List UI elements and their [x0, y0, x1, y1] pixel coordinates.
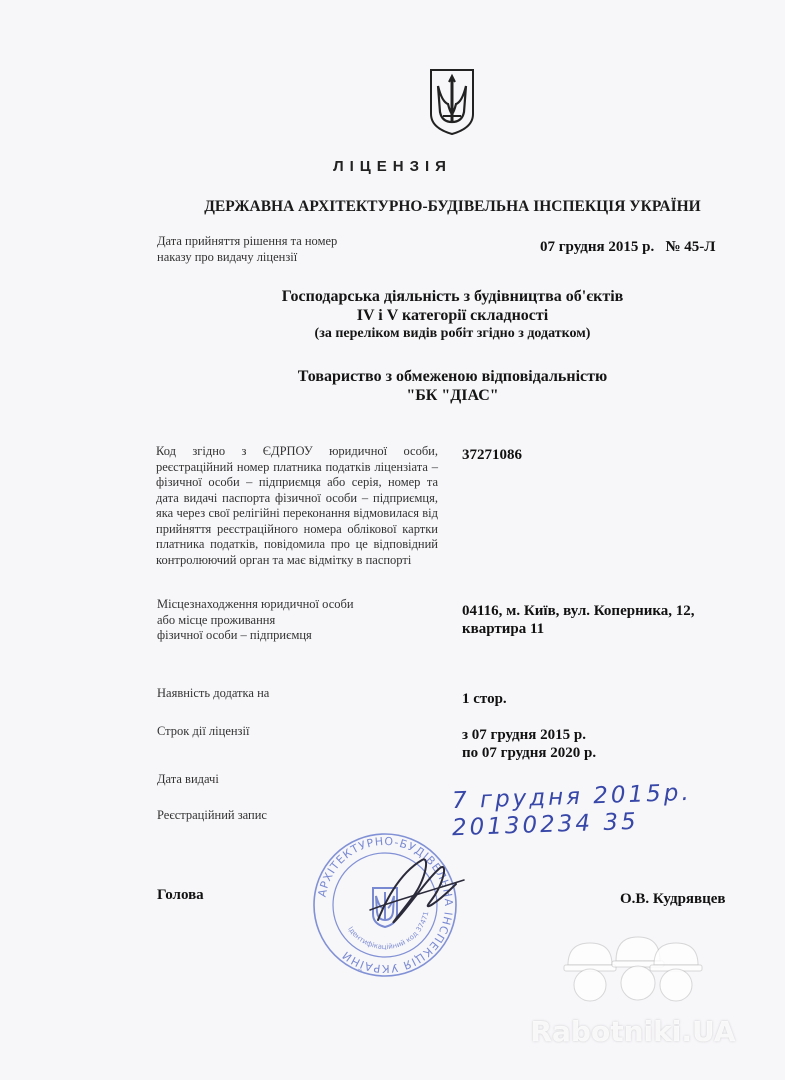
- registry-label: Реєстраційний запис: [157, 808, 267, 822]
- decision-label: Дата прийняття рішення та номер наказу про видачу ліцензії: [157, 234, 338, 264]
- decision-value: 07 грудня 2015 р. № 45-Л: [540, 239, 716, 255]
- svg-text:АРХІТЕКТУРНО-БУДІВЕЛЬНА ІНСПЕК: АРХІТЕКТУРНО-БУДІВЕЛЬНА ІНСПЕКЦІЯ УКРАЇНИ: [315, 834, 456, 976]
- edrpou-value: 37271086: [462, 447, 522, 463]
- registry-handwritten: 20130234 35: [451, 808, 640, 842]
- workers-helmets-icon: [558, 925, 708, 1010]
- issuing-authority: ДЕРЖАВНА АРХІТЕКТУРНО-БУДІВЕЛЬНА ІНСПЕКЦІЯ УКРАЇНИ: [204, 198, 701, 215]
- appendix-label: Наявність додатка на: [157, 686, 270, 700]
- watermark: [508, 925, 758, 1055]
- term-value: з 07 грудня 2015 р. по 07 грудня 2020 р.: [462, 727, 597, 761]
- watermark-text: Rabotniki.UA: [530, 1015, 736, 1048]
- term-label: Строк дії ліцензії: [157, 724, 250, 738]
- signature: [360, 850, 470, 940]
- trident-emblem-icon: [428, 68, 476, 136]
- issue-date-label: Дата видачі: [157, 772, 219, 786]
- issue-date-handwritten: 7 грудня 2015р.: [451, 779, 693, 815]
- svg-text:Ідентифікаційний код 37471: Ідентифікаційний код 37471: [346, 910, 431, 952]
- head-name: О.В. Кудрявцев: [620, 891, 726, 907]
- document-title: ЛІЦЕНЗІЯ: [333, 158, 452, 175]
- address-label: Місцезнаходження юридичної особи або місце проживання фізичної особи – підприємця: [157, 597, 354, 642]
- edrpou-label: Код згідно з ЄДРПОУ юридичної особи, реєстраційний номер платника податків ліцензіата – фізичної особи – підприємця або серія, номер та дата видачі паспорта фізичної особи – підприємця, яка через свої релігійні переконання відмовилася від прийняття реєстраційного номера облікової картки платника податків, повідомила про це відповідний контролюючий орган та має відмітку в паспорті: [156, 444, 438, 567]
- head-label: Голова: [157, 887, 204, 903]
- address-value: 04116, м. Київ, вул. Коперника, 12, квартира 11: [462, 603, 695, 637]
- appendix-value: 1 стор.: [462, 691, 507, 707]
- licensee-name: Товариство з обмеженою відповідальністю "БК "ДІАС": [297, 368, 608, 404]
- activity-type: Господарська діяльність з будівництва об'єктів IV і V категорії складності (за переліком видів робіт згідно з додатком): [281, 288, 624, 341]
